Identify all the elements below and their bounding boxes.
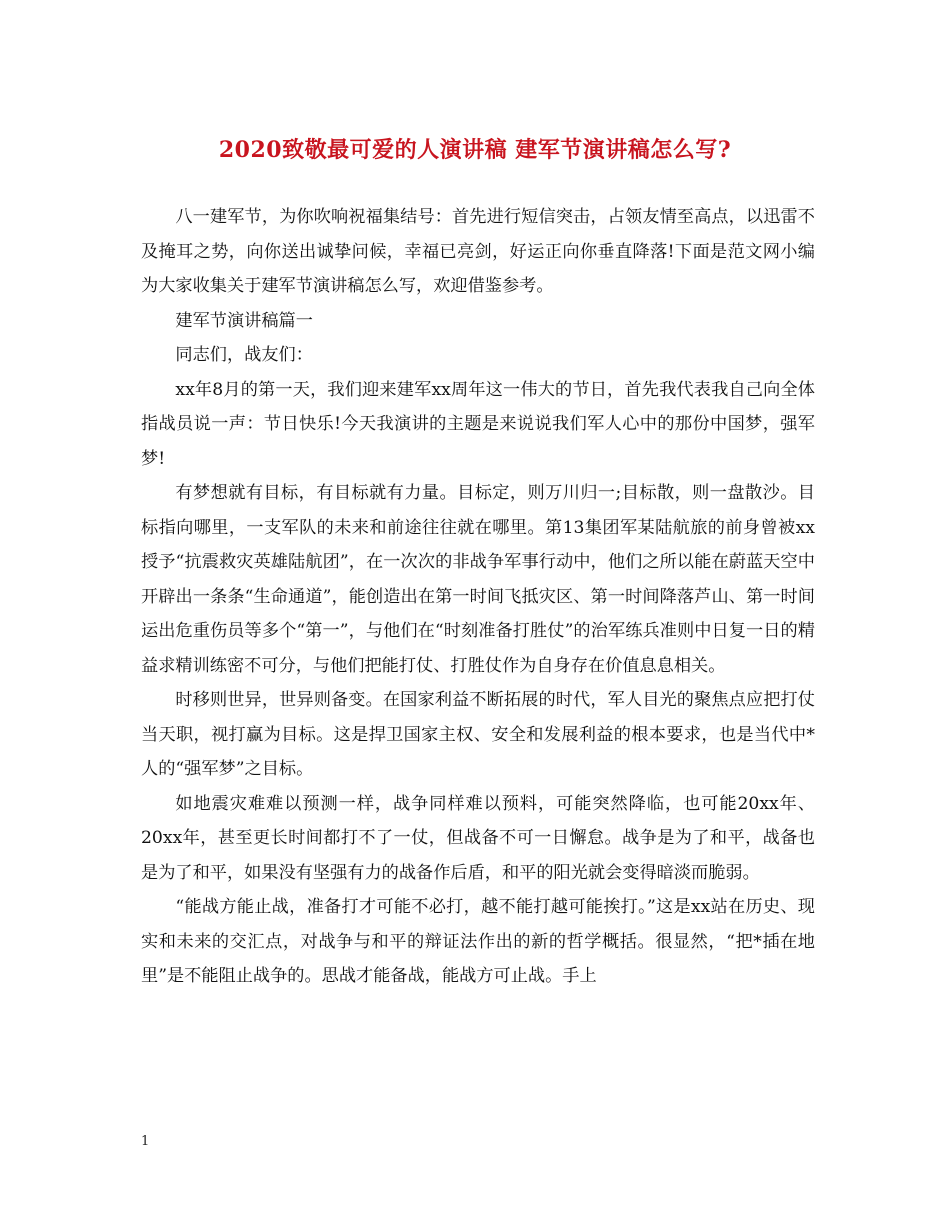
paragraph: 如地震灾难难以预测一样，战争同样难以预料，可能突然降临，也可能20xx年、20xx年，甚至更长时间都打不了一仗，但战备不可一日懈怠。战争是为了和平，战备也是为了和平，如果没有坚强有力的战备作后盾，和平的阳光就会变得暗淡而脆弱。 [141, 793, 815, 883]
paragraph: 有梦想就有目标，有目标就有力量。目标定，则万川归一;目标散，则一盘散沙。目标指向哪里，一支军队的未来和前途往往就在哪里。第13集团军某陆航旅的前身曾被xx授予“抗震救灾英雄陆航团”，在一次次的非战争军事行动中，他们之所以能在蔚蓝天空中开辟出一条条“生命通道”，能创造出在第一时间飞抵灾区、第一时间降落芦山、第一时间运出危重伤员等多个“第一”，与他们在“时刻准备打胜仗”的治军练兵准则中日复一日的精益求精训练密不可分，与他们把能打仗、打胜仗作为自身存在价值息息相关。 [141, 483, 815, 676]
paragraph: 时移则世异，世异则备变。在国家利益不断拓展的时代，军人目光的聚焦点应把打仗当天职，视打赢为目标。这是捍卫国家主权、安全和发展利益的根本要求，也是当代中*人的“强军梦”之目标。 [141, 690, 815, 779]
paragraph: “能战方能止战，准备打才可能不必打，越不能打越可能挨打。”这是xx站在历史、现实和未来的交汇点，对战争与和平的辩证法作出的新的哲学概括。很显然，“把*插在地里”是不能阻止战争的。思战才能备战，能战方可止战。手上 [141, 897, 815, 986]
paragraph: xx年8月的第一天，我们迎来建军xx周年这一伟大的节日，首先我代表我自己向全体指战员说一声：节日快乐!今天我演讲的主题是来说说我们军人心中的那份中国梦，强军梦! [141, 379, 815, 469]
paragraph-intro: 八一建军节，为你吹响祝福集结号：首先进行短信突击，占领友情至高点，以迅雷不及掩耳之势，向你送出诚挚问候，幸福已亮剑，好运正向你垂直降落!下面是范文网小编为大家收集关于建军节演讲稿怎么写，欢迎借鉴参考。 [141, 207, 815, 296]
page-number: 1 [141, 1134, 150, 1149]
document-title: 2020致敬最可爱的人演讲稿 建军节演讲稿怎么写? [218, 137, 732, 163]
document-body [141, 200, 815, 994]
section-heading: 建军节演讲稿篇一 [175, 310, 313, 331]
salutation: 同志们，战友们： [175, 345, 313, 365]
